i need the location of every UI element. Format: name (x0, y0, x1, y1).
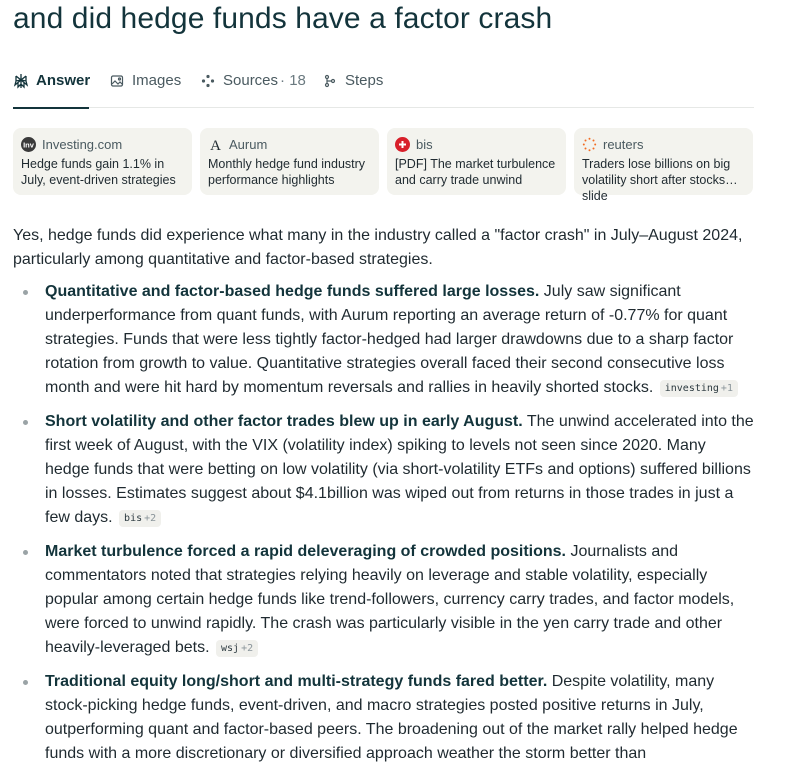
source-site: Aurum (229, 136, 268, 152)
tab-sources[interactable] (200, 64, 306, 108)
source-card-reuters[interactable] (574, 128, 753, 203)
source-cards (13, 128, 754, 203)
source-title: Monthly hedge fund industry performance highlights (208, 157, 366, 187)
source-card-aurum[interactable] (200, 128, 379, 195)
citation-chip[interactable]: wsj +2 (216, 640, 258, 657)
bullet-heading: Short volatility and other factor trades blew up in early August. (45, 413, 523, 430)
perplexity-icon (13, 73, 29, 89)
page-title: and did hedge funds have a factor crash (13, 2, 553, 35)
bullet-text: Journalists and commentators noted that strategies relying heavily on leverage and stable volatility, especially popular among certain hedge funds like trend-followers, currency carry trades, and factor models, were forced to unwind rapidly. The crash was particularly visible in the yen carry trade and other heavily-leveraged bets. (45, 543, 735, 656)
bis-logo-icon (395, 137, 410, 152)
source-title: [PDF] The market turbulence and carry trade unwind (395, 157, 556, 187)
bullet-heading: Market turbulence forced a rapid deleveraging of crowded positions. (45, 543, 566, 560)
investing-logo-icon (21, 137, 36, 152)
tab-answer-label: Answer (36, 72, 91, 89)
image-icon (109, 73, 125, 89)
steps-icon (322, 73, 338, 89)
source-title: Hedge funds gain 1.1% in July, event-driven strategies (21, 157, 176, 187)
list-item (13, 540, 754, 660)
result-tabs (13, 64, 754, 108)
tab-images-label: Images (132, 72, 182, 89)
bullet-text: July saw significant underperformance from quant funds, with Aurum reporting an average return of -0.77% for quant strategies. Funds that were less tightly factor-hedged had larger drawdowns due to a sharp factor rotation from growth to value. Quantitative strategies overall faced their second consecutive loss month and were hit hard by momentum reversals and rallies in heavily shorted stocks. (45, 283, 734, 396)
tab-answer[interactable] (13, 64, 89, 108)
aurum-logo-icon (208, 137, 223, 152)
list-item (13, 410, 754, 530)
list-item (13, 670, 754, 766)
bullet-heading: Traditional equity long/short and multi-strategy funds fared better. (45, 673, 548, 690)
citation-chip[interactable]: investing +1 (660, 380, 738, 397)
reuters-logo-icon (582, 137, 597, 152)
tab-images[interactable] (109, 64, 181, 108)
sources-icon (200, 73, 216, 89)
svg-text:Inv: Inv (23, 140, 34, 149)
source-title: Traders lose billions on big volatility short after stocks slide (582, 157, 731, 203)
source-site: Investing.com (42, 136, 123, 152)
source-card-investing[interactable] (13, 128, 192, 195)
tab-steps[interactable] (322, 64, 383, 108)
bullet-text: Despite volatility, many stock-picking hedge funds, event-driven, and macro strategies posted positive returns in July, outperforming quant and factor-based peers. The broadening out of the market rally helped hedge funds with a more discretionary or diversified approach weather the storm better than (45, 673, 738, 762)
sources-count: · 18 (280, 72, 306, 89)
bullet-heading: Quantitative and factor-based hedge funds suffered large losses. (45, 283, 540, 300)
list-item (13, 280, 754, 400)
tab-sources-label: Sources (223, 72, 279, 89)
source-site: reuters (603, 136, 644, 152)
tab-steps-label: Steps (345, 72, 384, 89)
svg-text:A: A (210, 137, 221, 154)
source-card-bis[interactable] (387, 128, 566, 195)
answer-bullets (13, 280, 754, 766)
answer-body (13, 224, 754, 776)
bullet-text: The unwind accelerated into the first week of August, with the VIX (volatility index) spiking to levels not seen since 2020. Many hedge funds that were betting on low volatility (via short-volatility ETFs and options) suffered billions in losses. Estimates suggest about $4.1billion was wiped out from returns in those trades in just a few days. (45, 413, 754, 526)
answer-intro: Yes, hedge funds did experience what many in the industry called a "factor crash" in July–August 2024, particularly among quantitative and factor-based strategies. (13, 227, 743, 268)
source-site: bis (416, 136, 433, 152)
citation-chip[interactable]: bis +2 (119, 510, 161, 527)
